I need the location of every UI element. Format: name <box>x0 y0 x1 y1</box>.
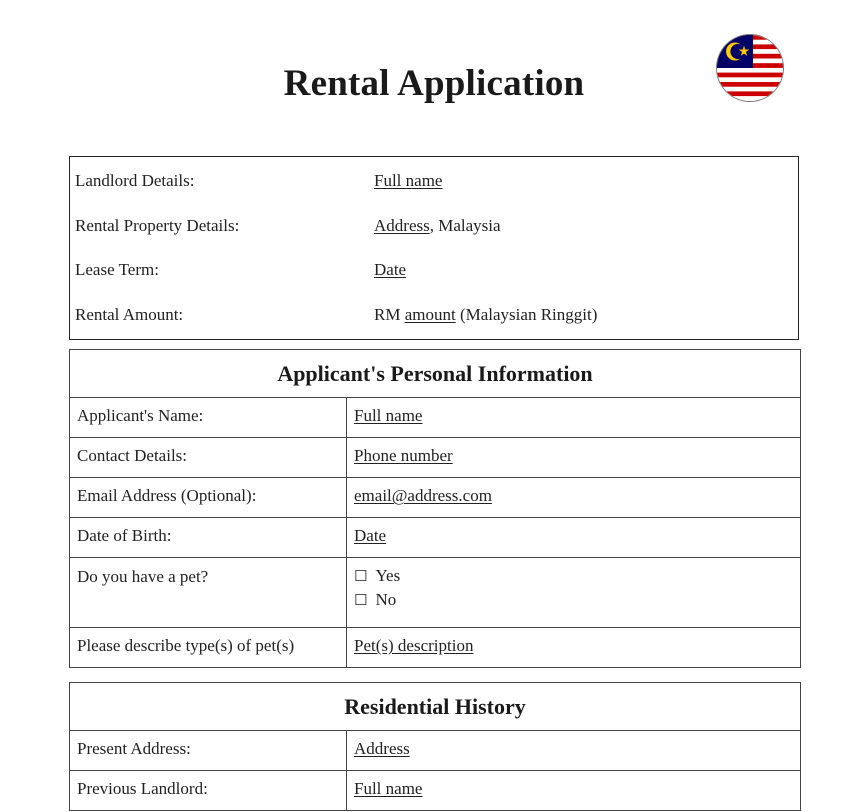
personal-information-heading: Applicant's Personal Information <box>70 350 801 398</box>
currency-suffix: (Malaysian Ringgit) <box>455 305 598 324</box>
residential-history-heading: Residential History <box>70 683 801 731</box>
applicant-name-label: Applicant's Name: <box>70 398 347 438</box>
rental-amount-field[interactable]: amount <box>404 305 456 324</box>
present-address-field[interactable]: Address <box>354 739 410 758</box>
contact-details-cell <box>347 438 801 478</box>
table-row <box>70 731 801 771</box>
email-address-cell <box>347 478 801 518</box>
checkbox-icon[interactable]: ☐ <box>354 567 368 585</box>
present-address-label: Present Address: <box>70 731 347 771</box>
present-address-cell <box>347 731 801 771</box>
previous-landlord-label: Previous Landlord: <box>70 771 347 811</box>
currency-prefix: RM <box>374 305 405 324</box>
document-title: Rental Application <box>283 63 585 104</box>
residential-history-table <box>69 682 801 811</box>
table-row <box>70 478 801 518</box>
table-row <box>70 558 801 628</box>
phone-number-field[interactable]: Phone number <box>354 446 453 465</box>
property-details-value <box>374 216 501 236</box>
checkbox-icon[interactable]: ☐ <box>354 591 368 609</box>
lease-term-label: Lease Term: <box>75 260 159 279</box>
date-of-birth-field[interactable]: Date <box>354 526 387 545</box>
table-row <box>70 771 801 811</box>
date-of-birth-label: Date of Birth: <box>70 518 347 558</box>
table-row <box>70 628 801 668</box>
property-country-text: , Malaysia <box>429 216 501 235</box>
previous-landlord-field[interactable]: Full name <box>354 779 423 798</box>
contact-details-label: Contact Details: <box>70 438 347 478</box>
email-address-label: Email Address (Optional): <box>70 478 347 518</box>
landlord-details-label: Landlord Details: <box>75 171 195 190</box>
malaysia-flag-icon <box>717 35 783 101</box>
previous-landlord-cell <box>347 771 801 811</box>
date-of-birth-cell <box>347 518 801 558</box>
pet-no-label: No <box>375 590 397 609</box>
pet-description-label: Please describe type(s) of pet(s) <box>70 628 347 668</box>
email-field[interactable]: email@address.com <box>354 486 492 505</box>
lease-date-field[interactable]: Date <box>374 260 407 279</box>
pet-question-label: Do you have a pet? <box>70 558 347 628</box>
table-row <box>70 518 801 558</box>
applicant-name-cell <box>347 398 801 438</box>
applicant-name-field[interactable]: Full name <box>354 406 423 425</box>
table-row <box>70 398 801 438</box>
pet-options-cell <box>347 558 801 628</box>
rental-amount-value <box>374 305 597 325</box>
pet-no-option[interactable] <box>354 585 793 615</box>
table-row <box>70 438 801 478</box>
rental-amount-label: Rental Amount: <box>75 305 184 324</box>
rental-summary-box <box>69 156 799 340</box>
pet-description-cell <box>347 628 801 668</box>
landlord-name-field[interactable]: Full name <box>374 171 443 190</box>
personal-information-table <box>69 349 801 668</box>
property-address-field[interactable]: Address <box>374 216 430 235</box>
property-details-label: Rental Property Details: <box>75 216 240 235</box>
pet-description-field[interactable]: Pet(s) description <box>354 636 474 655</box>
pet-yes-label: Yes <box>375 566 401 585</box>
